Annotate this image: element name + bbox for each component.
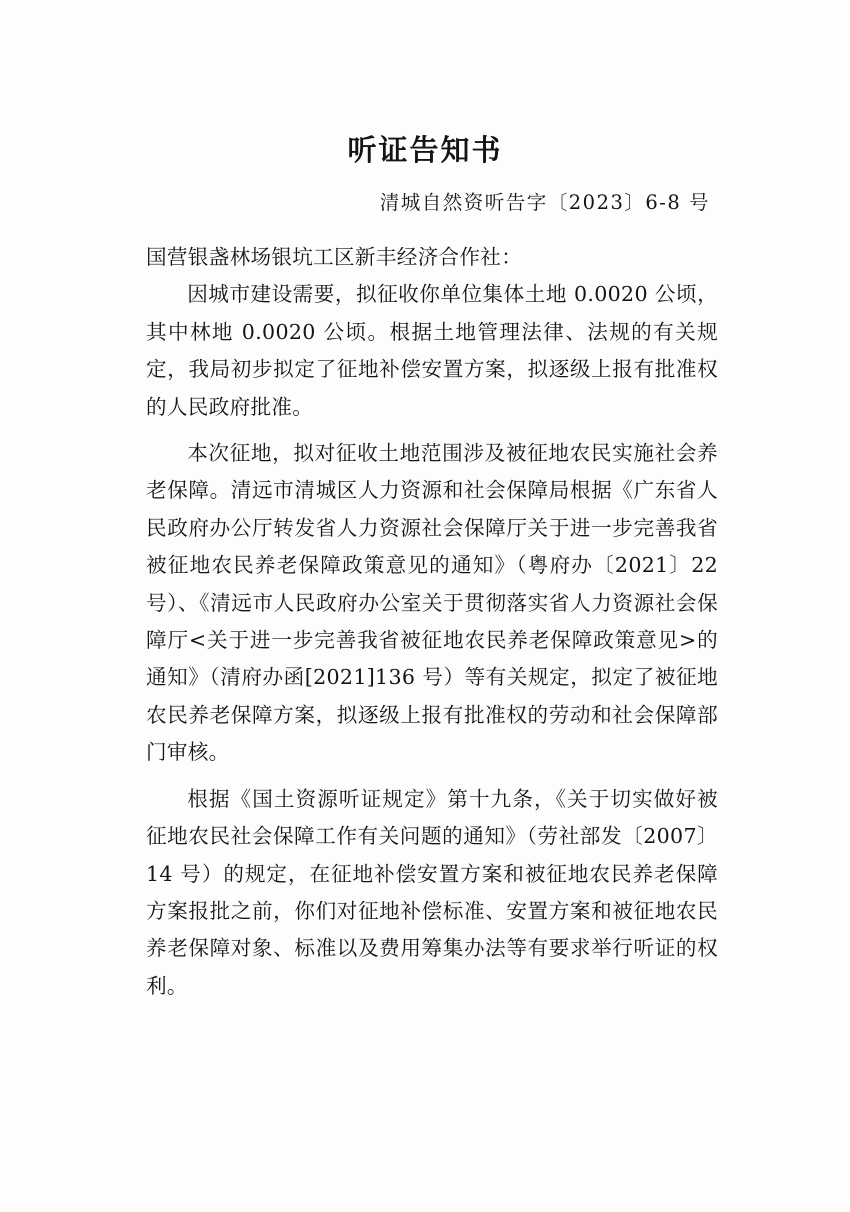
paragraph-hearing-rights: 根据《国土资源听证规定》第十九条，《关于切实做好被征地农民社会保障工作有关问题的通知》（劳社部发〔2007〕14 号）的规定，在征地补偿安置方案和被征地农民养老保障方案报批之前，你们对征地补偿标准、安置方案和被征地农民养老保障对象、标准以及费用筹集办法等有要求举行听证的权利。: [146, 786, 718, 998]
document-number: 清城自然资听告字〔2023〕6-8 号: [379, 191, 710, 214]
paragraph-pension-security: 本次征地，拟对征收土地范围涉及被征地农民实施社会养老保障。清远市清城区人力资源和社会保障局根据《广东省人民政府办公厅转发省人力资源社会保障厅关于进一步完善我省被征地农民养老保障政策意见的通知》（粤府办〔2021〕22 号）、《清远市人民政府办公室关于贯彻落实省人力资源社会保障厅<关于进一步完善我省被征地农民养老保障政策意见>的通知》（清府办函[2021]136 号）等有关规定，拟定了被征地农民养老保障方案，拟逐级上报有批准权的劳动和社会保障部门审核。: [146, 441, 718, 765]
paragraph-land-acquisition: 因城市建设需要，拟征收你单位集体土地 0.0020 公顷，其中林地 0.0020 公顷。根据土地管理法律、法规的有关规定，我局初步拟定了征地补偿安置方案，拟逐级上报有批准权的人民政府批准。: [146, 282, 718, 419]
document-title: 听证告知书: [347, 133, 503, 167]
document-body: [146, 239, 718, 1005]
addressee: 国营银盏林场银坑工区新丰经济合作社：: [146, 245, 523, 269]
